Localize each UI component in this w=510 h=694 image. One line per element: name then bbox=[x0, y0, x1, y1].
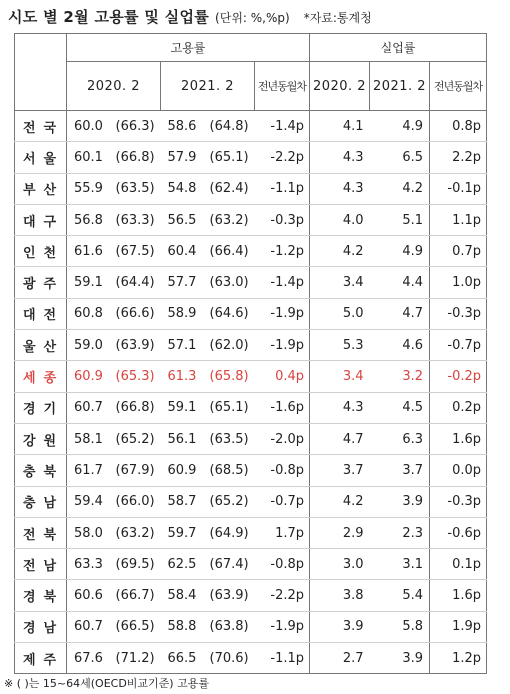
unemployment-2021-cell: 6.5 bbox=[370, 142, 430, 173]
employment-diff-cell: -1.2p bbox=[255, 236, 310, 267]
unemployment-2020-cell: 4.7 bbox=[310, 423, 370, 454]
region-cell: 전남 bbox=[15, 549, 67, 580]
table-row bbox=[15, 267, 487, 298]
employment-2020-cell: 60.6 bbox=[67, 580, 113, 611]
employment-2021-15to64-cell: (63.9) bbox=[207, 580, 255, 611]
employment-2021-15to64-cell: (62.4) bbox=[207, 173, 255, 204]
employment-2021-cell: 54.8 bbox=[161, 173, 207, 204]
employment-2020-15to64-cell: (63.9) bbox=[113, 330, 161, 361]
employment-2021-15to64-cell: (70.6) bbox=[207, 643, 255, 674]
unemployment-2021-cell: 2.3 bbox=[370, 517, 430, 548]
employment-2020-cell: 55.9 bbox=[67, 173, 113, 204]
unemployment-2020-cell: 4.3 bbox=[310, 142, 370, 173]
employment-2020-15to64-cell: (66.6) bbox=[113, 298, 161, 329]
employment-2021-cell: 58.6 bbox=[161, 111, 207, 142]
unemployment-2020-cell: 5.3 bbox=[310, 330, 370, 361]
unemployment-2020-cell: 3.4 bbox=[310, 361, 370, 392]
title-main: 시도 별 2월 고용률 및 실업률 bbox=[8, 8, 210, 26]
unemployment-diff-cell: 0.2p bbox=[430, 392, 487, 423]
employment-diff-cell: -2.2p bbox=[255, 580, 310, 611]
region-cell: 광주 bbox=[15, 267, 67, 298]
employment-diff-cell: -0.8p bbox=[255, 549, 310, 580]
region-cell: 경북 bbox=[15, 580, 67, 611]
table-row bbox=[15, 298, 487, 329]
employment-diff-cell: -1.4p bbox=[255, 267, 310, 298]
table-row bbox=[15, 455, 487, 486]
employment-2021-cell: 58.7 bbox=[161, 486, 207, 517]
table-row bbox=[15, 549, 487, 580]
title-source: *자료:통계청 bbox=[303, 11, 372, 25]
region-cell: 강원 bbox=[15, 423, 67, 454]
unemployment-2021-cell: 4.5 bbox=[370, 392, 430, 423]
region-cell: 경남 bbox=[15, 611, 67, 642]
employment-2020-cell: 67.6 bbox=[67, 643, 113, 674]
unemployment-2021-cell: 4.9 bbox=[370, 236, 430, 267]
employment-diff-cell: 1.7p bbox=[255, 517, 310, 548]
region-cell: 충남 bbox=[15, 486, 67, 517]
employment-2021-15to64-cell: (63.5) bbox=[207, 423, 255, 454]
employment-diff-cell: -0.3p bbox=[255, 204, 310, 235]
employment-2021-cell: 56.5 bbox=[161, 204, 207, 235]
employment-2020-15to64-cell: (67.9) bbox=[113, 455, 161, 486]
table-row bbox=[15, 173, 487, 204]
table-row bbox=[15, 330, 487, 361]
employment-2020-cell: 58.0 bbox=[67, 517, 113, 548]
table-row bbox=[15, 204, 487, 235]
table-row bbox=[15, 423, 487, 454]
employment-2020-cell: 60.0 bbox=[67, 111, 113, 142]
employment-2021-cell: 58.8 bbox=[161, 611, 207, 642]
unemployment-diff-cell: 1.0p bbox=[430, 267, 487, 298]
table-body bbox=[15, 111, 487, 674]
employment-2021-cell: 59.7 bbox=[161, 517, 207, 548]
employment-2020-15to64-cell: (65.3) bbox=[113, 361, 161, 392]
employment-2020-15to64-cell: (66.8) bbox=[113, 392, 161, 423]
employment-2020-15to64-cell: (71.2) bbox=[113, 643, 161, 674]
unemployment-2020-cell: 2.7 bbox=[310, 643, 370, 674]
employment-2020-cell: 60.8 bbox=[67, 298, 113, 329]
employment-2020-cell: 60.1 bbox=[67, 142, 113, 173]
employment-2021-15to64-cell: (65.8) bbox=[207, 361, 255, 392]
employment-2020-15to64-cell: (66.3) bbox=[113, 111, 161, 142]
unemployment-diff-cell: 0.7p bbox=[430, 236, 487, 267]
page-title bbox=[8, 6, 372, 28]
employment-diff-cell: -1.4p bbox=[255, 111, 310, 142]
unemployment-2021-cell: 5.1 bbox=[370, 204, 430, 235]
unemployment-2021-cell: 5.8 bbox=[370, 611, 430, 642]
region-cell: 대전 bbox=[15, 298, 67, 329]
employment-2021-cell: 57.1 bbox=[161, 330, 207, 361]
employment-2020-cell: 60.7 bbox=[67, 392, 113, 423]
employment-2020-15to64-cell: (69.5) bbox=[113, 549, 161, 580]
unemployment-2021-cell: 3.1 bbox=[370, 549, 430, 580]
table-corner bbox=[15, 34, 67, 111]
employment-diff-cell: -1.1p bbox=[255, 643, 310, 674]
header-emp-2021: 2021. 2 bbox=[161, 62, 255, 111]
header-employment: 고용률 bbox=[67, 34, 310, 62]
unemployment-diff-cell: -0.1p bbox=[430, 173, 487, 204]
employment-diff-cell: 0.4p bbox=[255, 361, 310, 392]
header-unemp-2020: 2020. 2 bbox=[310, 62, 370, 111]
region-cell: 세종 bbox=[15, 361, 67, 392]
unemployment-2020-cell: 3.0 bbox=[310, 549, 370, 580]
unemployment-diff-cell: 0.8p bbox=[430, 111, 487, 142]
employment-2021-cell: 60.9 bbox=[161, 455, 207, 486]
employment-2020-cell: 56.8 bbox=[67, 204, 113, 235]
title-unit: (단위: %,%p) bbox=[215, 11, 290, 25]
region-cell: 울산 bbox=[15, 330, 67, 361]
unemployment-diff-cell: -0.3p bbox=[430, 486, 487, 517]
employment-2021-cell: 59.1 bbox=[161, 392, 207, 423]
unemployment-diff-cell: 1.6p bbox=[430, 580, 487, 611]
employment-2020-cell: 59.0 bbox=[67, 330, 113, 361]
region-cell: 대구 bbox=[15, 204, 67, 235]
employment-diff-cell: -1.1p bbox=[255, 173, 310, 204]
employment-2021-cell: 58.9 bbox=[161, 298, 207, 329]
region-cell: 경기 bbox=[15, 392, 67, 423]
employment-2021-15to64-cell: (68.5) bbox=[207, 455, 255, 486]
region-cell: 충북 bbox=[15, 455, 67, 486]
employment-2020-cell: 60.7 bbox=[67, 611, 113, 642]
employment-2021-15to64-cell: (64.8) bbox=[207, 111, 255, 142]
unemployment-2021-cell: 3.2 bbox=[370, 361, 430, 392]
region-cell: 부산 bbox=[15, 173, 67, 204]
header-unemp-diff: 전년동월차 bbox=[430, 62, 487, 111]
employment-2020-cell: 63.3 bbox=[67, 549, 113, 580]
employment-2021-15to64-cell: (65.1) bbox=[207, 142, 255, 173]
table-row bbox=[15, 517, 487, 548]
employment-2021-15to64-cell: (65.1) bbox=[207, 392, 255, 423]
employment-diff-cell: -2.2p bbox=[255, 142, 310, 173]
employment-2020-cell: 58.1 bbox=[67, 423, 113, 454]
employment-2021-cell: 61.3 bbox=[161, 361, 207, 392]
employment-diff-cell: -1.9p bbox=[255, 298, 310, 329]
table-row bbox=[15, 361, 487, 392]
employment-2020-15to64-cell: (64.4) bbox=[113, 267, 161, 298]
employment-2021-cell: 62.5 bbox=[161, 549, 207, 580]
unemployment-2020-cell: 3.4 bbox=[310, 267, 370, 298]
header-emp-2020: 2020. 2 bbox=[67, 62, 161, 111]
employment-diff-cell: -0.8p bbox=[255, 455, 310, 486]
employment-2020-cell: 61.6 bbox=[67, 236, 113, 267]
unemployment-2021-cell: 3.9 bbox=[370, 643, 430, 674]
table-row bbox=[15, 486, 487, 517]
region-cell: 인천 bbox=[15, 236, 67, 267]
employment-2021-15to64-cell: (66.4) bbox=[207, 236, 255, 267]
unemployment-2020-cell: 4.3 bbox=[310, 173, 370, 204]
unemployment-diff-cell: 2.2p bbox=[430, 142, 487, 173]
unemployment-2021-cell: 4.7 bbox=[370, 298, 430, 329]
region-cell: 전국 bbox=[15, 111, 67, 142]
employment-2020-15to64-cell: (63.5) bbox=[113, 173, 161, 204]
employment-diff-cell: -0.7p bbox=[255, 486, 310, 517]
unemployment-diff-cell: -0.3p bbox=[430, 298, 487, 329]
employment-2020-15to64-cell: (63.3) bbox=[113, 204, 161, 235]
table-row bbox=[15, 392, 487, 423]
employment-diff-cell: -1.6p bbox=[255, 392, 310, 423]
employment-diff-cell: -1.9p bbox=[255, 611, 310, 642]
unemployment-2021-cell: 5.4 bbox=[370, 580, 430, 611]
employment-2021-15to64-cell: (63.8) bbox=[207, 611, 255, 642]
table-row bbox=[15, 611, 487, 642]
unemployment-2020-cell: 3.7 bbox=[310, 455, 370, 486]
employment-2020-15to64-cell: (65.2) bbox=[113, 423, 161, 454]
employment-diff-cell: -2.0p bbox=[255, 423, 310, 454]
unemployment-diff-cell: 1.6p bbox=[430, 423, 487, 454]
employment-2020-15to64-cell: (67.5) bbox=[113, 236, 161, 267]
employment-2021-15to64-cell: (64.6) bbox=[207, 298, 255, 329]
unemployment-2021-cell: 4.2 bbox=[370, 173, 430, 204]
employment-table bbox=[14, 33, 487, 674]
employment-2020-cell: 60.9 bbox=[67, 361, 113, 392]
unemployment-diff-cell: -0.6p bbox=[430, 517, 487, 548]
employment-2021-15to64-cell: (64.9) bbox=[207, 517, 255, 548]
table-row bbox=[15, 142, 487, 173]
unemployment-2020-cell: 3.9 bbox=[310, 611, 370, 642]
employment-2021-cell: 66.5 bbox=[161, 643, 207, 674]
unemployment-diff-cell: 1.1p bbox=[430, 204, 487, 235]
employment-2020-cell: 59.1 bbox=[67, 267, 113, 298]
footnote: ※ ( )는 15~64세(OECD비교기준) 고용률 bbox=[4, 677, 209, 690]
employment-2020-15to64-cell: (66.5) bbox=[113, 611, 161, 642]
table-row bbox=[15, 111, 487, 142]
employment-2021-cell: 58.4 bbox=[161, 580, 207, 611]
unemployment-2020-cell: 5.0 bbox=[310, 298, 370, 329]
employment-2020-15to64-cell: (66.8) bbox=[113, 142, 161, 173]
unemployment-2020-cell: 4.1 bbox=[310, 111, 370, 142]
employment-2021-cell: 56.1 bbox=[161, 423, 207, 454]
employment-2021-cell: 57.9 bbox=[161, 142, 207, 173]
unemployment-2021-cell: 4.6 bbox=[370, 330, 430, 361]
table-row bbox=[15, 580, 487, 611]
region-cell: 제주 bbox=[15, 643, 67, 674]
header-unemployment: 실업률 bbox=[310, 34, 487, 62]
unemployment-diff-cell: 1.2p bbox=[430, 643, 487, 674]
table-row bbox=[15, 236, 487, 267]
unemployment-diff-cell: 1.9p bbox=[430, 611, 487, 642]
employment-2021-15to64-cell: (63.2) bbox=[207, 204, 255, 235]
employment-2021-15to64-cell: (62.0) bbox=[207, 330, 255, 361]
header-unemp-2021: 2021. 2 bbox=[370, 62, 430, 111]
unemployment-2021-cell: 3.7 bbox=[370, 455, 430, 486]
unemployment-2020-cell: 2.9 bbox=[310, 517, 370, 548]
table-row bbox=[15, 643, 487, 674]
employment-2021-cell: 57.7 bbox=[161, 267, 207, 298]
unemployment-2021-cell: 6.3 bbox=[370, 423, 430, 454]
employment-2020-15to64-cell: (66.0) bbox=[113, 486, 161, 517]
region-cell: 서울 bbox=[15, 142, 67, 173]
unemployment-2020-cell: 4.3 bbox=[310, 392, 370, 423]
employment-2020-15to64-cell: (63.2) bbox=[113, 517, 161, 548]
unemployment-diff-cell: -0.2p bbox=[430, 361, 487, 392]
employment-2020-cell: 59.4 bbox=[67, 486, 113, 517]
employment-2021-15to64-cell: (65.2) bbox=[207, 486, 255, 517]
employment-diff-cell: -1.9p bbox=[255, 330, 310, 361]
employment-2020-cell: 61.7 bbox=[67, 455, 113, 486]
unemployment-diff-cell: 0.0p bbox=[430, 455, 487, 486]
header-emp-diff: 전년동월차 bbox=[255, 62, 310, 111]
unemployment-2021-cell: 4.4 bbox=[370, 267, 430, 298]
unemployment-2020-cell: 4.2 bbox=[310, 236, 370, 267]
unemployment-diff-cell: 0.1p bbox=[430, 549, 487, 580]
region-cell: 전북 bbox=[15, 517, 67, 548]
unemployment-2020-cell: 4.0 bbox=[310, 204, 370, 235]
employment-2020-15to64-cell: (66.7) bbox=[113, 580, 161, 611]
unemployment-2020-cell: 3.8 bbox=[310, 580, 370, 611]
unemployment-2020-cell: 4.2 bbox=[310, 486, 370, 517]
unemployment-2021-cell: 4.9 bbox=[370, 111, 430, 142]
employment-2021-15to64-cell: (67.4) bbox=[207, 549, 255, 580]
unemployment-2021-cell: 3.9 bbox=[370, 486, 430, 517]
employment-2021-15to64-cell: (63.0) bbox=[207, 267, 255, 298]
unemployment-diff-cell: -0.7p bbox=[430, 330, 487, 361]
employment-2021-cell: 60.4 bbox=[161, 236, 207, 267]
